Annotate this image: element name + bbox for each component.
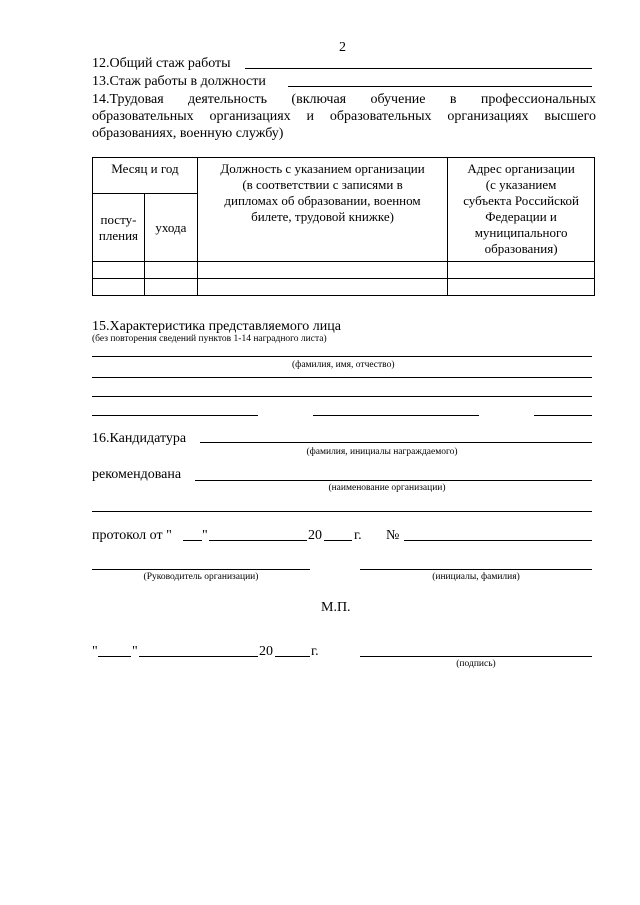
characteristic-line-4a[interactable] (92, 415, 258, 416)
protocol-year-suffix: г. (354, 528, 362, 543)
item-14-line-2: образовательных организациях и образовательных организациях высшего (92, 109, 596, 124)
stamp-label: М.П. (321, 600, 351, 615)
date-day-line[interactable] (98, 656, 131, 657)
protocol-number-line[interactable] (404, 540, 592, 541)
organization-line[interactable] (195, 480, 592, 481)
table-cell[interactable] (144, 279, 197, 296)
protocol-number-sign: № (386, 528, 400, 543)
date-quote-open: " (92, 644, 98, 659)
protocol-month-line[interactable] (209, 540, 307, 541)
item-14-line-1: 14.Трудовая деятельность (включая обучение в профессиональных (92, 92, 596, 107)
characteristic-line-3[interactable] (92, 396, 592, 397)
table-cell[interactable] (448, 279, 595, 296)
initials-caption: (инициалы, фамилия) (432, 572, 520, 582)
characteristic-line-4b[interactable] (313, 415, 479, 416)
characteristic-line-2[interactable] (92, 377, 592, 378)
head-signature-line[interactable] (92, 569, 310, 570)
page-number: 2 (339, 40, 346, 55)
header-admission: посту- пления (93, 194, 145, 262)
protocol-day-line[interactable] (183, 540, 202, 541)
candidate-caption: (фамилия, инициалы награждаемого) (306, 447, 458, 457)
date-year-suffix: г. (311, 644, 319, 659)
characteristic-line-4c[interactable] (534, 415, 592, 416)
protocol-quote-close: " (202, 528, 208, 543)
table-row[interactable] (93, 279, 595, 296)
item-15-note: (без повторения сведений пунктов 1-14 наградного листа) (92, 334, 327, 344)
organization-line-2[interactable] (92, 511, 592, 512)
protocol-year-prefix: 20 (308, 528, 322, 543)
protocol-year-line[interactable] (324, 540, 352, 541)
table-row[interactable] (93, 262, 595, 279)
head-initials-line[interactable] (360, 569, 592, 570)
item-13-line[interactable] (288, 86, 592, 87)
date-year-prefix: 20 (259, 644, 273, 659)
item-13-label: 13.Стаж работы в должности (92, 74, 266, 89)
date-year-line[interactable] (275, 656, 310, 657)
item-15-label: 15.Характеристика представляемого лица (92, 319, 341, 334)
signature-line[interactable] (360, 656, 592, 657)
signature-caption: (подпись) (456, 659, 496, 669)
table-cell[interactable] (197, 279, 447, 296)
table-cell[interactable] (197, 262, 447, 279)
date-quote-close: " (132, 644, 138, 659)
head-caption: (Руководитель организации) (143, 572, 259, 582)
table-cell[interactable] (93, 279, 145, 296)
table-cell[interactable] (448, 262, 595, 279)
item-14-line-3: образованиях, военную службу) (92, 126, 284, 141)
recommended-label: рекомендована (92, 467, 182, 482)
header-position: Должность с указанием организации (в соответствии с записями в дипломах об образовании, военном билете, трудовой книжке) (197, 158, 447, 262)
header-month-year: Месяц и год (93, 158, 198, 194)
fio-caption: (фамилия, имя, отчество) (292, 360, 395, 370)
date-month-line[interactable] (139, 656, 258, 657)
table-cell[interactable] (93, 262, 145, 279)
item-16-label: 16.Кандидатура (92, 431, 187, 446)
candidate-line[interactable] (200, 442, 592, 443)
organization-caption: (наименование организации) (328, 483, 446, 493)
characteristic-line-1[interactable] (92, 356, 592, 357)
work-history-table (92, 157, 595, 296)
header-address: Адрес организации (с указанием субъекта Российской Федерации и муниципального образования) (448, 158, 595, 262)
protocol-prefix: протокол от " (92, 528, 172, 543)
item-12-label: 12.Общий стаж работы (92, 56, 231, 71)
item-12-line[interactable] (245, 68, 592, 69)
header-departure: ухода (144, 194, 197, 262)
table-cell[interactable] (144, 262, 197, 279)
